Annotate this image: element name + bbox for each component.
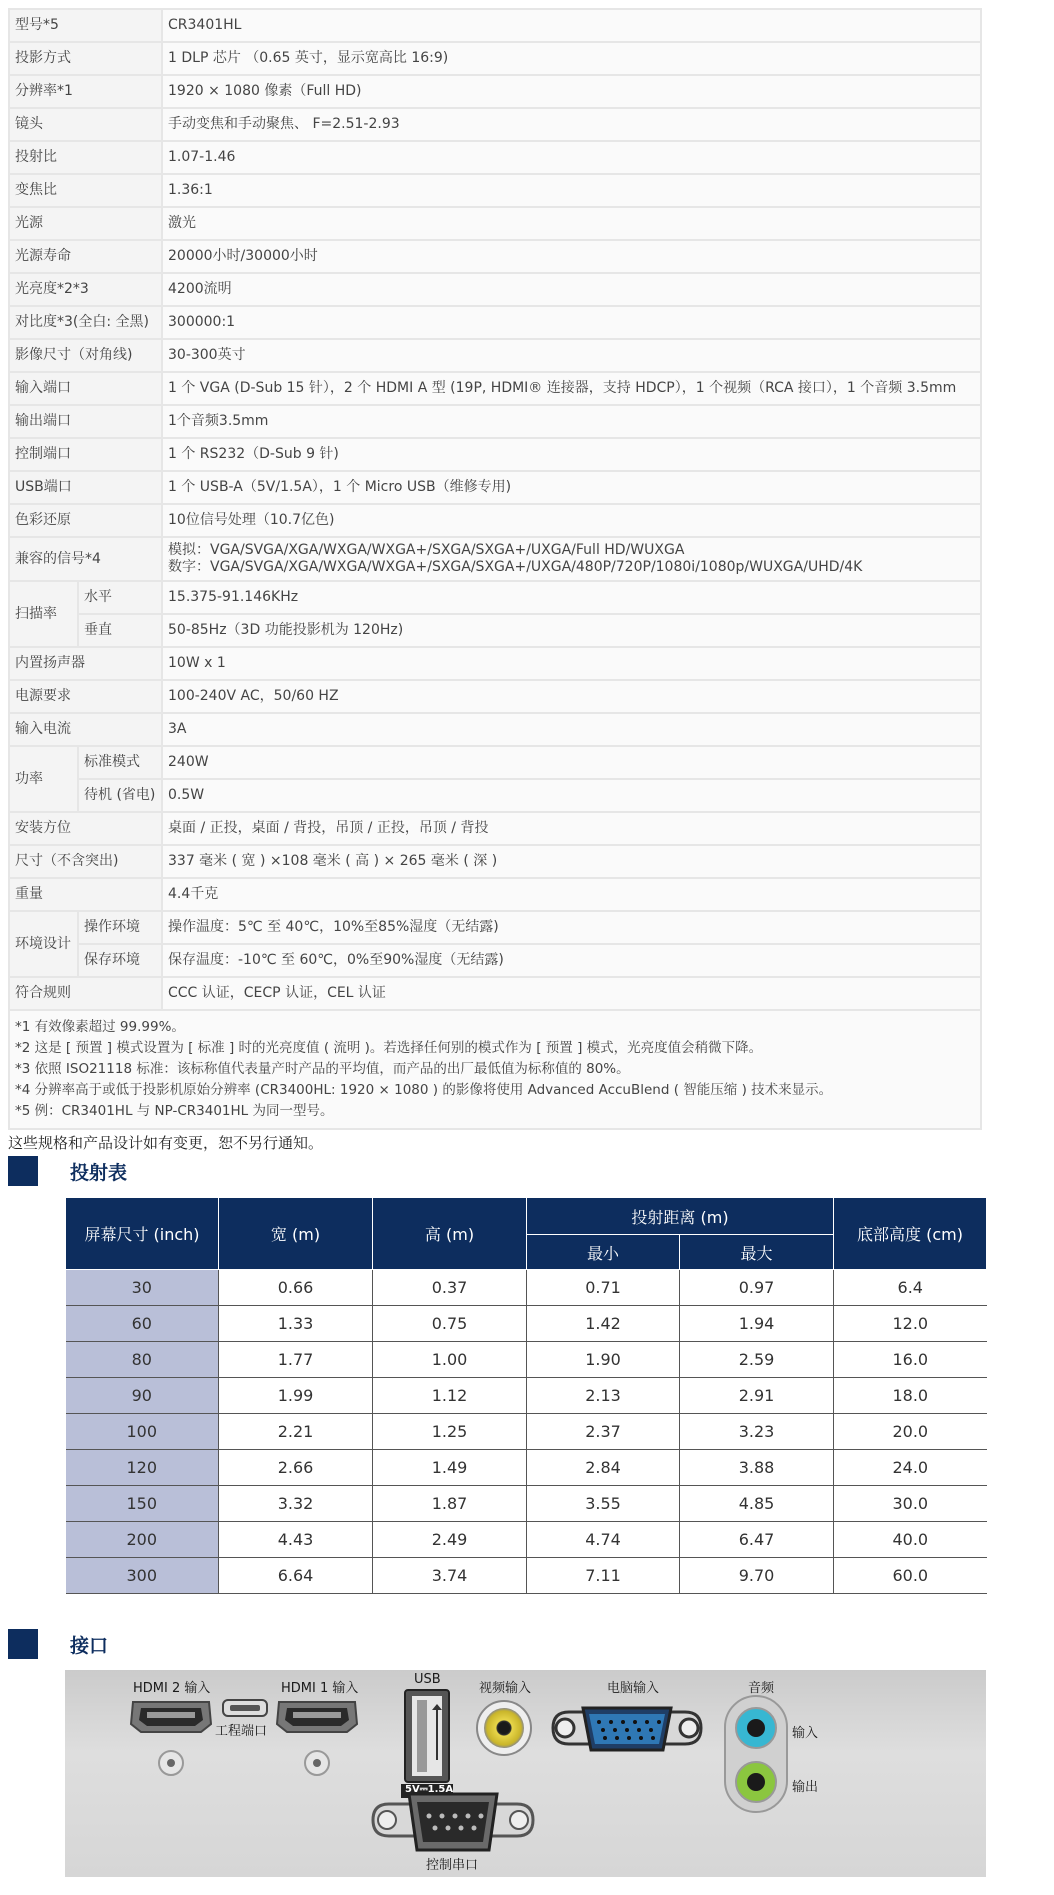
spec-row — [9, 207, 981, 240]
table-row — [66, 1342, 987, 1378]
table-cell: 1.99 — [219, 1378, 373, 1414]
audio-ports-icon — [725, 1696, 787, 1812]
spec-label: 重量 — [9, 878, 162, 911]
spec-label: 符合规则 — [9, 977, 162, 1010]
spec-label: 投射比 — [9, 141, 162, 174]
table-cell: 1.12 — [373, 1378, 527, 1414]
spec-group-label: 功率 — [9, 746, 78, 812]
footnote: *4 分辨率高于或低于投影机原始分辨率 (CR3400HL: 1920 × 1080 ) 的影像将使用 Advanced AccuBlend ( 智能压缩 ) 技术来显示。 — [15, 1082, 833, 1098]
table-cell: 6.64 — [219, 1558, 373, 1594]
spec-value: 100-240V AC，50/60 HZ — [162, 680, 981, 713]
spec-value: 1 DLP 芯片 （0.65 英寸，显示宽高比 16:9) — [162, 42, 981, 75]
ports-panel — [65, 1670, 986, 1877]
table-row — [66, 1378, 987, 1414]
spec-label: 影像尺寸（对角线) — [9, 339, 162, 372]
table-cell: 40.0 — [834, 1522, 987, 1558]
hdmi-1-port-icon — [277, 1702, 357, 1775]
table-cell: 2.13 — [527, 1378, 680, 1414]
spec-body-c — [9, 812, 981, 911]
table-cell: 150 — [66, 1486, 219, 1522]
table-cell: 1.77 — [219, 1342, 373, 1378]
spec-label: 分辨率*1 — [9, 75, 162, 108]
spec-row — [9, 372, 981, 405]
hdmi-2-port-icon — [131, 1702, 211, 1775]
spec-value: 15.375-91.146KHz — [162, 581, 981, 614]
spec-row-scan-h — [9, 581, 981, 614]
table-cell: 3.55 — [527, 1486, 680, 1522]
ports-illustration — [65, 1670, 986, 1877]
table-cell: 2.59 — [680, 1342, 834, 1378]
table-cell: 16.0 — [834, 1342, 987, 1378]
spec-group-label: 扫描率 — [9, 581, 78, 647]
spec-value: 0.5W — [162, 779, 981, 812]
spec-row — [9, 845, 981, 878]
spec-label: 对比度*3(全白: 全黑) — [9, 306, 162, 339]
spec-row-env-storage — [9, 944, 981, 977]
spec-sublabel: 保存环境 — [78, 944, 162, 977]
spec-value: 4.4千克 — [162, 878, 981, 911]
spec-label: 镜头 — [9, 108, 162, 141]
spec-value: CCC 认证，CECP 认证，CEL 认证 — [162, 977, 981, 1010]
throw-section-header — [8, 1156, 127, 1186]
table-cell: 20.0 — [834, 1414, 987, 1450]
table-cell: 2.66 — [219, 1450, 373, 1486]
signals-digital: 数字：VGA/SVGA/XGA/WXGA/WXGA+/SXGA/SXGA+/UXGA/480P/720P/1080i/1080p/WUXGA/UHD/4K — [168, 559, 863, 575]
section-title: 投射表 — [70, 1161, 128, 1184]
footnotes — [9, 1010, 981, 1129]
spec-label: 输出端口 — [9, 405, 162, 438]
table-cell: 4.43 — [219, 1522, 373, 1558]
table-cell: 60.0 — [834, 1558, 987, 1594]
table-cell: 100 — [66, 1414, 219, 1450]
label-hdmi-2: HDMI 2 输入 — [133, 1681, 211, 1696]
disclaimer: 这些规格和产品设计如有变更，恕不另行通知。 — [8, 1134, 324, 1152]
spec-row-compliance — [9, 977, 981, 1010]
spec-power — [9, 746, 981, 812]
table-cell: 1.94 — [680, 1306, 834, 1342]
spec-row — [9, 713, 981, 746]
spec-value: 10位信号处理（10.7亿色) — [162, 504, 981, 537]
table-row — [66, 1486, 987, 1522]
spec-sublabel: 标准模式 — [78, 746, 162, 779]
spec-row — [9, 878, 981, 911]
spec-sublabel: 待机 (省电) — [78, 779, 162, 812]
table-cell: 0.97 — [680, 1270, 834, 1306]
spec-value: 操作温度：5℃ 至 40℃，10%至85%湿度（无结露) — [162, 911, 981, 944]
service-port-icon — [223, 1700, 267, 1716]
table-cell: 7.11 — [527, 1558, 680, 1594]
spec-row — [9, 647, 981, 680]
spec-sublabel: 操作环境 — [78, 911, 162, 944]
spec-row-power-std — [9, 746, 981, 779]
spec-label: 兼容的信号*4 — [9, 537, 162, 581]
table-cell: 120 — [66, 1450, 219, 1486]
spec-signals — [9, 537, 981, 647]
spec-label: 尺寸（不含突出) — [9, 845, 162, 878]
table-cell: 2.37 — [527, 1414, 680, 1450]
table-row — [66, 1270, 987, 1306]
throw-body — [66, 1270, 987, 1594]
spec-value: 激光 — [162, 207, 981, 240]
spec-row-power-standby — [9, 779, 981, 812]
spec-row — [9, 273, 981, 306]
label-usb: USB — [414, 1672, 441, 1687]
table-cell: 300 — [66, 1558, 219, 1594]
label-pc-input: 电脑输入 — [607, 1681, 660, 1696]
table-row — [66, 1414, 987, 1450]
signals-analog: 模拟：VGA/SVGA/XGA/WXGA/WXGA+/SXGA/SXGA+/UXGA/Full HD/WUXGA — [168, 542, 685, 558]
usb-port-icon — [401, 1690, 453, 1798]
table-row — [66, 1306, 987, 1342]
table-cell: 60 — [66, 1306, 219, 1342]
spec-label: 型号*5 — [9, 9, 162, 42]
spec-row-signals — [9, 537, 981, 581]
header-height: 高 (m) — [373, 1198, 527, 1270]
table-cell: 6.4 — [834, 1270, 987, 1306]
table-cell: 0.66 — [219, 1270, 373, 1306]
spec-sublabel: 水平 — [78, 581, 162, 614]
spec-row — [9, 504, 981, 537]
table-cell: 6.47 — [680, 1522, 834, 1558]
table-cell: 1.25 — [373, 1414, 527, 1450]
spec-value: 1 个 VGA (D-Sub 15 针），2 个 HDMI A 型 (19P, HDMI® 连接器，支持 HDCP），1 个视频（RCA 接口），1 个音频 3.5mm — [162, 372, 981, 405]
spec-row — [9, 240, 981, 273]
table-cell: 1.33 — [219, 1306, 373, 1342]
spec-row — [9, 42, 981, 75]
spec-group-label: 环境设计 — [9, 911, 78, 977]
spec-value: CR3401HL — [162, 9, 981, 42]
header-bottom-height: 底部高度 (cm) — [834, 1198, 987, 1270]
spec-value: 1.36:1 — [162, 174, 981, 207]
table-cell: 80 — [66, 1342, 219, 1378]
spec-value: 50-85Hz（3D 功能投影机为 120Hz) — [162, 614, 981, 647]
ports-section-header — [8, 1629, 108, 1659]
table-cell: 24.0 — [834, 1450, 987, 1486]
footnote: *5 例：CR3401HL 与 NP-CR3401HL 为同一型号。 — [15, 1103, 334, 1119]
label-audio-in: 输入 — [792, 1726, 819, 1741]
spec-value: 337 毫米 ( 宽 ) ×108 毫米 ( 高 ) × 265 毫米 ( 深 ) — [162, 845, 981, 878]
table-row — [66, 1558, 987, 1594]
spec-value: 30-300英寸 — [162, 339, 981, 372]
table-cell: 90 — [66, 1378, 219, 1414]
vga-port-icon — [553, 1708, 701, 1750]
footnote: *3 依照 ISO21118 标准：该标称值代表量产时产品的平均值，而产品的出厂最低值为标称值的 80%。 — [15, 1061, 630, 1077]
spec-body-b — [9, 647, 981, 746]
spec-row-notes — [9, 1010, 981, 1129]
spec-value: 240W — [162, 746, 981, 779]
spec-env — [9, 911, 981, 1129]
spec-row — [9, 405, 981, 438]
table-cell: 3.74 — [373, 1558, 527, 1594]
label-hdmi-1: HDMI 1 输入 — [281, 1681, 359, 1696]
spec-row — [9, 141, 981, 174]
spec-label: 内置扬声器 — [9, 647, 162, 680]
table-cell: 3.88 — [680, 1450, 834, 1486]
label-audio-out: 输出 — [792, 1780, 819, 1795]
spec-label: 变焦比 — [9, 174, 162, 207]
video-rca-port-icon — [477, 1701, 531, 1755]
table-cell: 1.00 — [373, 1342, 527, 1378]
spec-label: 控制端口 — [9, 438, 162, 471]
table-row — [66, 1522, 987, 1558]
section-marker-icon — [8, 1629, 38, 1659]
spec-body-a — [9, 9, 981, 537]
spec-table — [8, 8, 982, 1130]
label-video-input: 视频输入 — [479, 1681, 532, 1696]
spec-value: 20000小时/30000小时 — [162, 240, 981, 273]
header-max: 最大 — [680, 1235, 834, 1270]
table-cell: 2.49 — [373, 1522, 527, 1558]
table-cell: 12.0 — [834, 1306, 987, 1342]
table-cell: 1.49 — [373, 1450, 527, 1486]
spec-value: 1个音频3.5mm — [162, 405, 981, 438]
table-cell: 1.90 — [527, 1342, 680, 1378]
spec-value: 1920 × 1080 像素（Full HD) — [162, 75, 981, 108]
spec-label: 投影方式 — [9, 42, 162, 75]
spec-row — [9, 9, 981, 42]
label-serial: 控制串口 — [426, 1858, 479, 1873]
table-cell: 18.0 — [834, 1378, 987, 1414]
spec-value: 手动变焦和手动聚焦、 F=2.51-2.93 — [162, 108, 981, 141]
spec-value: 1 个 USB-A（5V/1.5A），1 个 Micro USB（维修专用) — [162, 471, 981, 504]
spec-row — [9, 108, 981, 141]
spec-sublabel: 垂直 — [78, 614, 162, 647]
spec-row-env-op — [9, 911, 981, 944]
table-cell: 2.21 — [219, 1414, 373, 1450]
throw-table — [65, 1197, 987, 1594]
spec-value: 1 个 RS232（D-Sub 9 针) — [162, 438, 981, 471]
table-cell: 0.75 — [373, 1306, 527, 1342]
spec-label: 安装方位 — [9, 812, 162, 845]
header-width: 宽 (m) — [219, 1198, 373, 1270]
spec-value: 保存温度：-10℃ 至 60℃，0%至90%湿度（无结露) — [162, 944, 981, 977]
table-cell: 0.71 — [527, 1270, 680, 1306]
footnote: *1 有效像素超过 99.99%。 — [15, 1019, 185, 1035]
spec-label: 光亮度*2*3 — [9, 273, 162, 306]
table-cell: 4.85 — [680, 1486, 834, 1522]
spec-value: 300000:1 — [162, 306, 981, 339]
spec-label: USB端口 — [9, 471, 162, 504]
spec-label: 色彩还原 — [9, 504, 162, 537]
table-cell: 9.70 — [680, 1558, 834, 1594]
label-usb-rating: 5V⎓1.5A — [405, 1784, 454, 1795]
spec-value: 4200流明 — [162, 273, 981, 306]
table-cell: 1.87 — [373, 1486, 527, 1522]
table-cell: 2.84 — [527, 1450, 680, 1486]
table-cell: 30.0 — [834, 1486, 987, 1522]
label-service-port: 工程端口 — [215, 1724, 268, 1739]
spec-row — [9, 471, 981, 504]
table-cell: 0.37 — [373, 1270, 527, 1306]
table-cell: 3.32 — [219, 1486, 373, 1522]
spec-row — [9, 339, 981, 372]
table-cell: 30 — [66, 1270, 219, 1306]
label-audio: 音频 — [748, 1681, 775, 1696]
spec-row — [9, 75, 981, 108]
spec-label: 输入电流 — [9, 713, 162, 746]
spec-row-scan-v — [9, 614, 981, 647]
serial-port-icon — [373, 1794, 533, 1850]
spec-row — [9, 812, 981, 845]
table-cell: 4.74 — [527, 1522, 680, 1558]
footnote: *2 这是 [ 预置 ] 模式设置为 [ 标准 ] 时的光亮度值 ( 流明 )。若选择任何别的模式作为 [ 预置 ] 模式，光亮度值会稍微下降。 — [15, 1040, 763, 1056]
spec-value: 10W x 1 — [162, 647, 981, 680]
header-throw-distance: 投射距离 (m) — [527, 1198, 834, 1235]
table-cell: 2.91 — [680, 1378, 834, 1414]
spec-row — [9, 306, 981, 339]
spec-label: 电源要求 — [9, 680, 162, 713]
spec-label: 光源寿命 — [9, 240, 162, 273]
spec-row — [9, 174, 981, 207]
spec-value: 桌面 / 正投，桌面 / 背投，吊顶 / 正投，吊顶 / 背投 — [162, 812, 981, 845]
section-marker-icon — [8, 1156, 38, 1186]
spec-value — [162, 537, 981, 581]
spec-row — [9, 438, 981, 471]
section-title: 接口 — [70, 1634, 109, 1657]
spec-value: 3A — [162, 713, 981, 746]
table-cell: 3.23 — [680, 1414, 834, 1450]
table-cell: 1.42 — [527, 1306, 680, 1342]
spec-row — [9, 680, 981, 713]
table-cell: 200 — [66, 1522, 219, 1558]
table-row — [66, 1450, 987, 1486]
spec-label: 光源 — [9, 207, 162, 240]
header-min: 最小 — [527, 1235, 680, 1270]
header-screen-size: 屏幕尺寸 (inch) — [66, 1198, 219, 1270]
spec-value: 1.07-1.46 — [162, 141, 981, 174]
spec-label: 输入端口 — [9, 372, 162, 405]
